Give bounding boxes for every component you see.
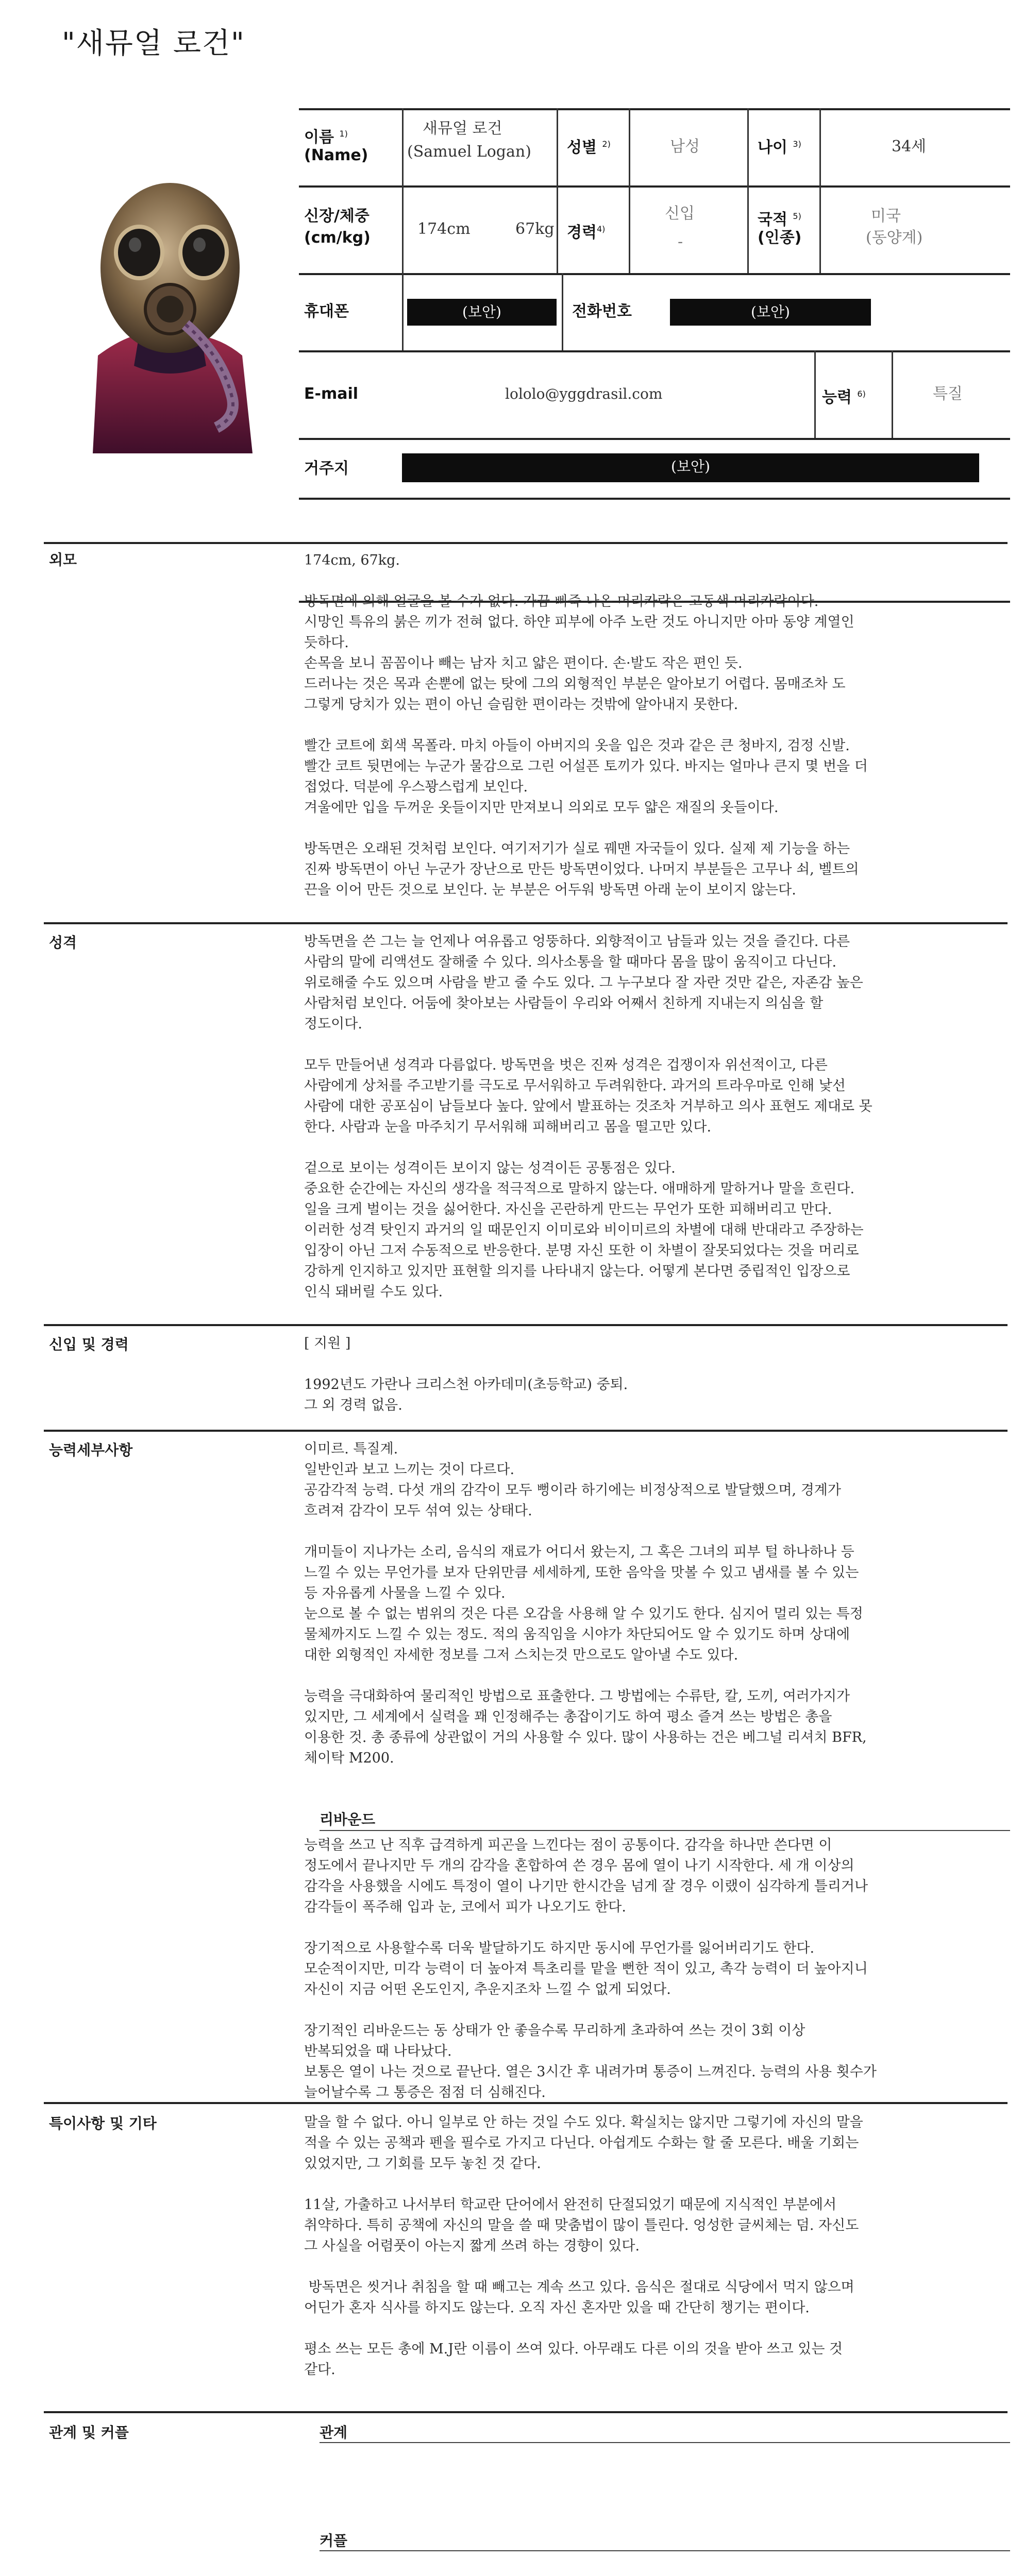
relation-rule (320, 2442, 1010, 2443)
career-sub: - (678, 233, 683, 251)
weight-value: 67kg (515, 220, 555, 238)
name-value-en: (Samuel Logan) (407, 143, 531, 161)
career-text: [ 지원 ] 1992년도 가란나 크리스천 아카데미(초등학교) 중퇴. 그 외 경력 없음. (304, 1335, 628, 1413)
gender-label: 성별 $^{2)}$ (567, 139, 611, 157)
divider (44, 542, 1008, 544)
profile-table (299, 108, 1010, 603)
appearance-text: 174cm, 67kg. 방독면에 의해 얼굴을 볼 수가 없다. 가끔 삐죽 나온 머리카락은 고동색 머리카락이다. 시망인 특유의 붉은 끼가 전혀 없다. 하얀 피부에 아주 노란 것도 아니지만 아마 동양 계열인 듯하다. 손목을 보니 꼼꼼이나 빼는 남자 치고 얇은 편이다. 손·발도 작은 편인 듯. 드러나는 것은 목과 손뿐에 없는 탓에 그의 외형적인 부분은 알아보기 어렵다. 몸매조차 도 그렇게 당치가 있는 편이 아닌 슬림한 편이라는 것밖에 알아내지 못한다. 빨간 코트에 회색 목폴라. 마치 아들이 아버지의 옷을 입은 것과 같은 큰 청바지, 검정 신발. 빨간 코트 뒷면에는 누군가 물감으로 그린 어설픈 토끼가 있다. 바지는 얼마나 큰지 몇 번을 더 접었다. 덕분에 우스꽝스럽게 보인다. 겨울에만 입을 두꺼운 옷들이지만 만져보니 의외로 모두 얇은 재질의 옷들이다. 방독면은 오래된 것처럼 보인다. 여기저기가 실로 꿰맨 자국들이 있다. 실제 제 기능을 하는 진짜 방독면이 아닌 누군가 장난으로 만든 방독면이었다. 나머지 부분들은 고무나 쇠, 벨트의 끈을 이어 만든 것으로 보인다. 눈 부분은 어두워 방독면 아래 눈이 보이지 않는다. (304, 552, 868, 898)
rebound-label: 리바운드 (320, 1811, 376, 1828)
address-value: (보안) (402, 453, 979, 482)
divider (44, 1430, 1008, 1432)
email-value: lololo@yggdrasil.com (505, 385, 663, 402)
height-value: 174cm (417, 220, 471, 238)
name-value: 새뮤얼 로건 (423, 120, 502, 138)
personality-label: 성격 (49, 934, 77, 951)
relation-sub-label: 관계 (320, 2424, 348, 2441)
height-label: 신장/체중 (304, 207, 370, 225)
name-label-en: (Name) (304, 146, 368, 164)
age-label: 나이 $^{3)}$ (758, 139, 801, 157)
nation-sub: (동양계) (866, 229, 923, 247)
divider (44, 1324, 1008, 1326)
gender-value: 남성 (670, 138, 700, 156)
ability-value: 특질 (933, 385, 963, 403)
career-value: 신입 (665, 205, 695, 223)
special-label: 특이사항 및 기타 (49, 2115, 157, 2132)
phone-value: (보안) (407, 299, 557, 326)
rebound-text: 능력을 쓰고 난 직후 급격하게 피곤을 느낀다는 점이 공통이다. 감각을 하나만 쓴다면 이 정도에서 끝나지만 두 개의 감각을 혼합하여 쓴 경우 몸에 열이 나기 시작한다. 세 개 이상의 감각을 사용했을 시에도 특정이 열이 나기만 한시간을 넘게 잘 경우 이랬이 심각하게 틀리거나 감각들이 폭주해 입과 눈, 코에서 피가 나오기도 한다. 장기적으로 사용할수록 더욱 발달하기도 하지만 동시에 무언가를 잃어버리기도 한다. 모순적이지만, 미각 능력이 더 높아져 특초리를 맡을 뻔한 적이 있고, 촉각 능력이 더 높아지니 자신이 지금 어떤 온도인지, 추운지조차 느낄 수 없게 되었다. 장기적인 리바운드는 동 상태가 안 좋을수록 무리하게 초과하여 쓰는 것이 3회 이상 반복되었을 때 나타났다. 보통은 열이 나는 것으로 끝난다. 열은 3시간 후 내려가며 통증이 느껴진다. 능력의 사용 횟수가 늘어날수록 그 통증은 점점 더 심해진다. (304, 1837, 877, 2100)
divider (44, 922, 1008, 924)
name-label: 이름 $^{1)}$ (304, 128, 348, 146)
ability-label: 능력 $^{6)}$ (822, 388, 866, 406)
phone-label: 휴대폰 (304, 302, 349, 320)
career-label: 경력$^{4)}$ (567, 224, 606, 242)
nation-label-sub: (인종) (758, 229, 802, 247)
tel-value: (보안) (670, 299, 871, 326)
nation-value: 미국 (871, 207, 901, 225)
page-title: "새뮤얼 로건" (62, 27, 245, 60)
nation-label: 국적 $^{5)}$ (758, 211, 801, 229)
character-portrait (77, 139, 263, 453)
ability-detail-label: 능력세부사항 (49, 1442, 133, 1459)
age-value: 34세 (892, 138, 927, 156)
couple-rule (320, 2550, 1010, 2551)
appearance-label: 외모 (49, 551, 77, 568)
address-label: 거주지 (304, 460, 349, 478)
relation-label: 관계 및 커플 (49, 2424, 129, 2441)
divider (44, 2102, 1008, 2104)
email-label: E-mail (304, 385, 359, 403)
rebound-rule (320, 1830, 1010, 1831)
couple-sub-label: 커플 (320, 2532, 348, 2549)
ability-text: 이미르. 특질계. 일반인과 보고 느끼는 것이 다르다. 공감각적 능력. 다섯 개의 감각이 모두 뻥이라 하기에는 비정상적으로 발달했으며, 경계가 흐려져 감각이 모두 섞여 있는 상태다. 개미들이 지나가는 소리, 음식의 재료가 어디서 왔는지, 그 혹은 그녀의 피부 털 하나하나 등 느낄 수 있는 무언가를 보자 단위만큼 세세하게, 또한 음악을 맛볼 수 있고 냄새를 볼 수 있는 등 자유롭게 사물을 느낄 수 있다. 눈으로 볼 수 없는 범위의 것은 다른 오감을 사용해 알 수 있기도 한다. 심지어 멀리 있는 특정 물체까지도 느낄 수 있는 정도. 적의 움직임을 시야가 차단되어도 알 수 있기도 하며 상대에 대한 외형적인 자세한 정보를 그저 스치는것 만으로도 알아낼 수도 있다. 능력을 극대화하여 물리적인 방법으로 표출한다. 그 방법에는 수류탄, 칼, 도끼, 여러가지가 있지만, 그 세계에서 실력을 꽤 인정해주는 총잡이기도 하여 평소 즐겨 쓰는 방법은 총을 이용한 것. 총 종류에 상관없이 거의 사용할 수 있다. 많이 사용하는 건은 베그널 리셔치 BFR, 체이탁 M200. (304, 1441, 867, 1766)
special-text: 말을 할 수 없다. 아니 일부로 안 하는 것일 수도 있다. 확실치는 않지만 그렇기에 자신의 말을 적을 수 있는 공책과 펜을 필수로 가지고 다닌다. 아쉽게도 수화는 할 줄 모른다. 배울 기회는 있었지만, 그 기회를 모두 놓친 것 같다. 11살, 가출하고 나서부터 학교란 단어에서 완전히 단절되었기 때문에 지식적인 부분에서 취약하다. 특히 공책에 자신의 말을 쓸 때 맞춤법이 많이 틀린다. 엉성한 글씨체는 덤. 자신도 그 사실을 어렴풋이 아는지 짧게 쓰려 하는 경향이 있다. 방독면은 씻거나 취침을 할 때 빼고는 계속 쓰고 있다. 음식은 절대로 식당에서 먹지 않으며 어딘가 혼자 식사를 하지도 않는다. 오직 자신 혼자만 있을 때 간단히 챙기는 편이다. 평소 쓰는 모든 총에 M.J란 이름이 쓰여 있다. 아무래도 다른 이의 것을 받아 쓰고 있는 것 같다. (304, 2114, 863, 2378)
height-label-unit: (cm/kg) (304, 229, 371, 247)
career-section-label: 신입 및 경력 (49, 1336, 129, 1353)
tel-label: 전화번호 (572, 302, 632, 320)
divider (44, 2411, 1008, 2413)
personality-text: 방독면을 쓴 그는 늘 언제나 여유롭고 엉뚱하다. 외향적이고 남들과 있는 것을 즐긴다. 다른 사람의 말에 리액션도 잘해줄 수 있다. 의사소통을 할 때마다 몸을 많이 움직이고 다닌다. 위로해줄 수도 있으며 사람을 받고 줄 수도 있다. 그 누구보다 잘 자란 것만 같은, 자존감 높은 사람처럼 보인다. 어둠에 찾아보는 사람들이 우리와 어째서 친하게 지내는지 의심을 할 정도이다. 모두 만들어낸 성격과 다름없다. 방독면을 벗은 진짜 성격은 겁쟁이자 위선적이고, 다른 사람에게 상처를 주고받기를 극도로 무서워하고 두려워한다. 과거의 트라우마로 인해 낯선 사람에 대한 공포심이 남들보다 높다. 앞에서 발표하는 것조차 거부하고 의사 표현도 제대로 못 한다. 사람과 눈을 마주치기 무서워해 피해버리고 몸을 떨고만 있다. 겉으로 보이는 성격이든 보이지 않는 성격이든 공통점은 있다. 중요한 순간에는 자신의 생각을 적극적으로 말하지 않는다. 애매하게 말하거나 말을 흐린다. 일을 크게 벌이는 것을 싫어한다. 자신을 곤란하게 만드는 무언가 또한 피해버리고 만다. 이러한 성격 탓인지 과거의 일 때문인지 이미로와 비이미르의 차별에 대해 반대라고 주장하는 입장이 아닌 그저 수동적으로 반응한다. 분명 자신 또한 이 차별이 잘못되었다는 것을 머리로 강하게 인지하고 있지만 표현할 의지를 나타내지 않는다. 어떻게 본다면 중립적인 입장으로 인식 돼버릴 수도 있다. (304, 934, 872, 1300)
